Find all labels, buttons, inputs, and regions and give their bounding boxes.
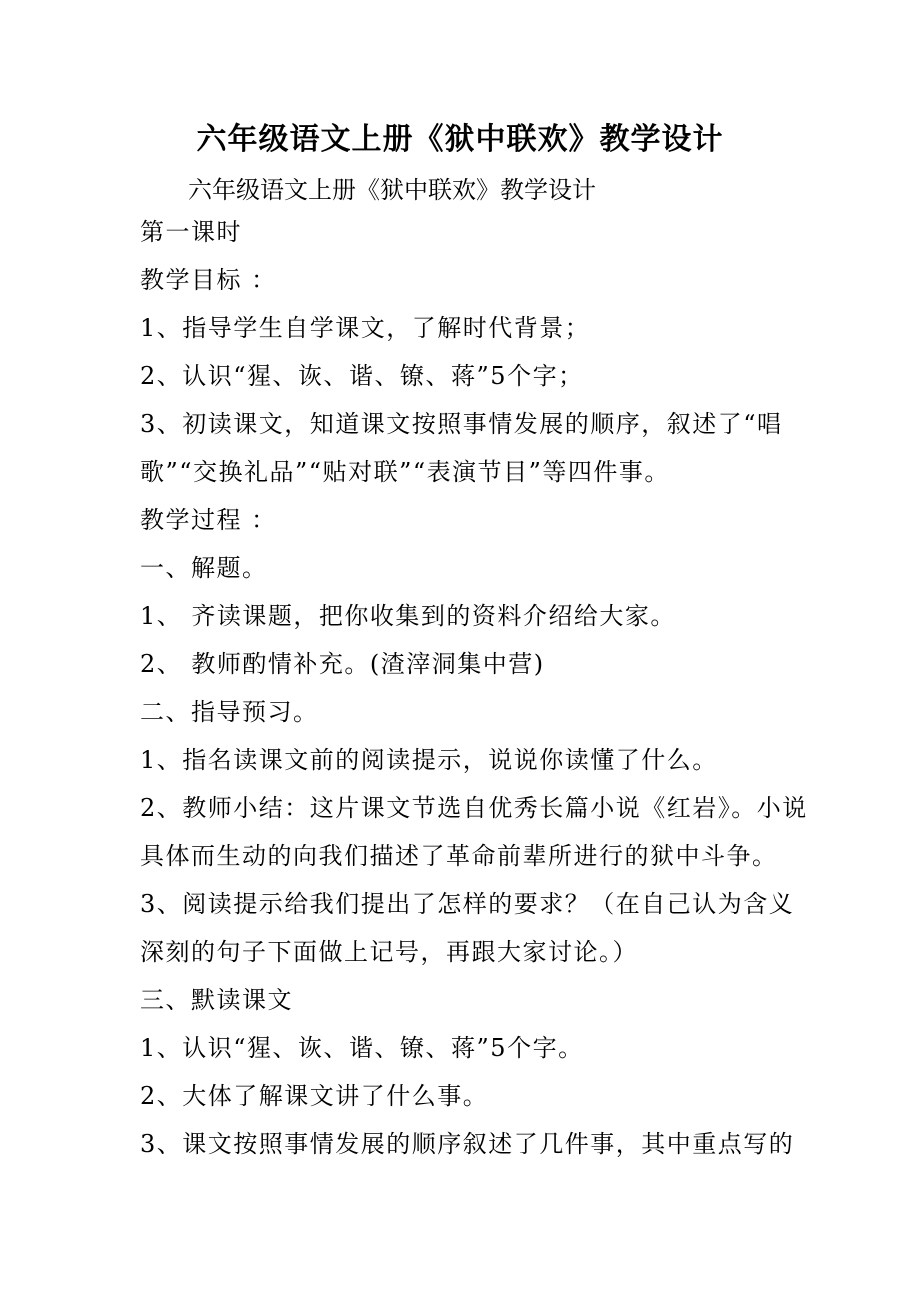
section-heading: 教学目标 ： [140, 266, 277, 294]
document-body [140, 216, 808, 1176]
section-heading: 教学过程 ： [140, 506, 277, 534]
text-line: 1、认识“猩、诙、谐、镣、蒋”5个字。 [140, 1034, 584, 1062]
text-line: 3、课文按照事情发展的顺序叙述了几件事，其中重点写的 [140, 1130, 795, 1158]
section-heading: 三、默读课文 [140, 986, 293, 1014]
section-heading: 一、解题。 [140, 554, 268, 582]
section-heading: 第一课时 [140, 218, 242, 246]
text-line: 2、教师小结：这片课文节选自优秀长篇小说《红岩》。小说 [140, 794, 808, 822]
text-line: 3、阅读提示给我们提出了怎样的要求？（在自己认为含义 [140, 890, 795, 918]
section-heading: 二、指导预习。 [140, 698, 319, 726]
text-line: 1、指名读课文前的阅读提示，说说你读懂了什么。 [140, 746, 718, 774]
text-line: 2、认识“猩、诙、谐、镣、蒋”5个字； [140, 362, 584, 390]
text-line: 3、初读课文，知道课文按照事情发展的顺序，叙述了“唱 [140, 410, 783, 438]
text-line: 2、 教师酌情补充。(渣滓洞集中营) [140, 650, 545, 678]
document-subtitle: 六年级语文上册《狱中联欢》教学设计 [188, 176, 596, 204]
text-line: 1、 齐读课题，把你收集到的资料介绍给大家。 [140, 602, 676, 630]
document-title: 六年级语文上册《狱中联欢》教学设计 [196, 122, 724, 157]
text-line: 具体而生动的向我们描述了革命前辈所进行的狱中斗争。 [140, 842, 778, 870]
text-line: 1、指导学生自学课文，了解时代背景； [140, 314, 591, 342]
text-line: 2、大体了解课文讲了什么事。 [140, 1082, 489, 1110]
text-line: 歌”“交换礼品”“贴对联”“表演节目”等四件事。 [140, 458, 670, 486]
text-line: 深刻的句子下面做上记号，再跟大家讨论。） [140, 938, 638, 966]
